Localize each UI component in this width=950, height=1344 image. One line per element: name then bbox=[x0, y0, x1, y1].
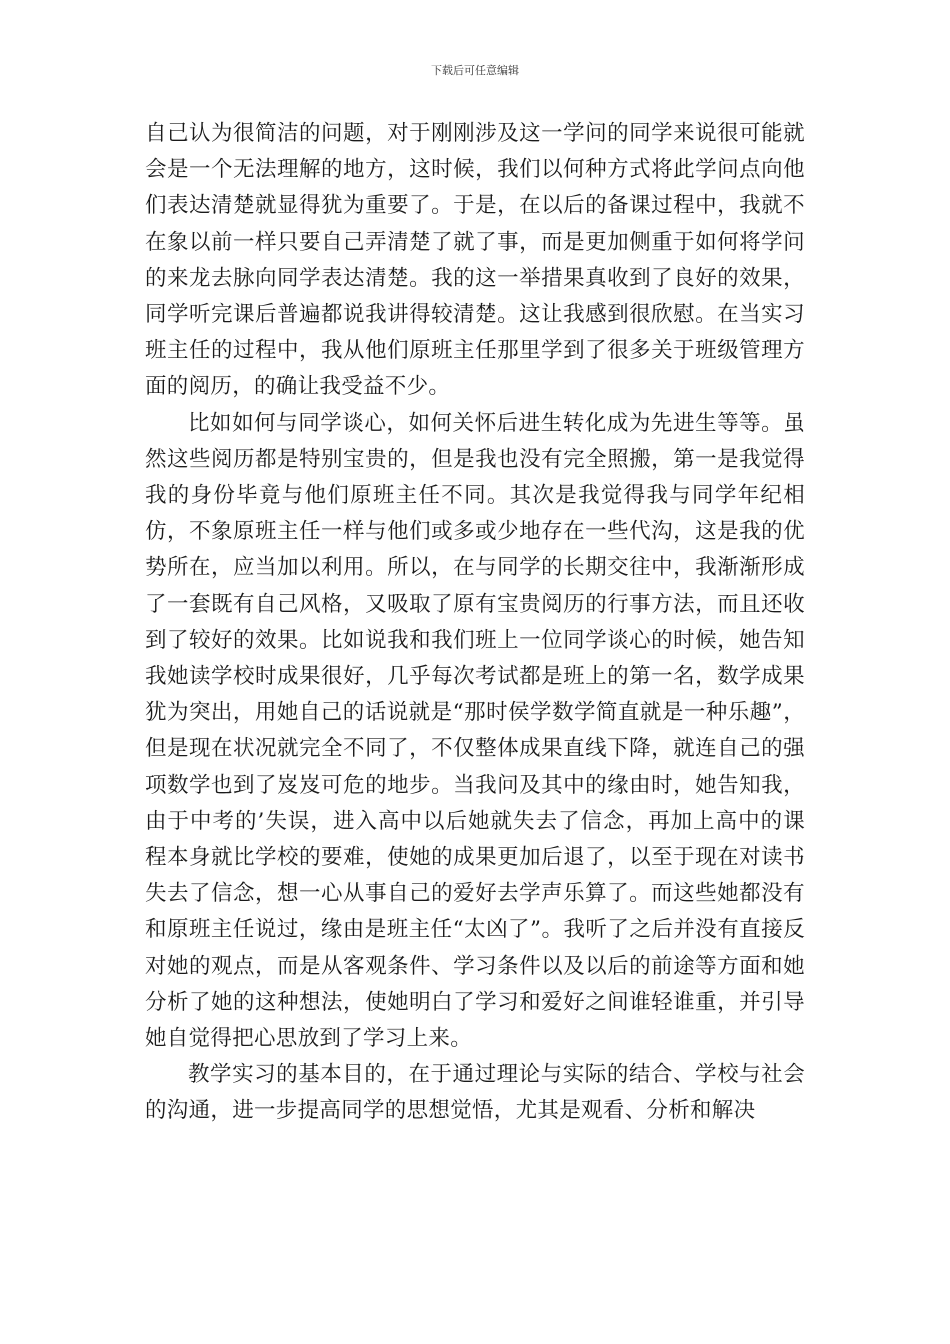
document-body bbox=[145, 116, 805, 1130]
paragraph-internship-purpose: 教学实习的基本目的，在于通过理论与实际的结合、学校与社会的沟通，进一步提高同学的思想觉悟，尤其是观看、分析和解决 bbox=[145, 1062, 805, 1124]
paragraph-class-teacher-experience: 比如如何与同学谈心，如何关怀后进生转化成为先进生等等。虽然这些阅历都是特别宝贵的，但是我也没有完全照搬，第一是我觉得我的身份毕竟与他们原班主任不同。其次是我觉得我与同学年纪相仿，不象原班主任一样与他们或多或少地存在一些代沟，这是我的优势所在，应当加以利用。所以，在与同学的长期交往中，我渐渐形成了一套既有自己风格，又吸取了原有宝贵阅历的行事方法，而且还收到了较好的效果。比如说我和我们班上一位同学谈心的时候，她告知我她读学校时成果很好，几乎每次考试都是班上的第一名，数学成果犹为突出，用她自己的话说就是“那时侯学数学简直就是一种乐趣”，但是现在状况就完全不同了，不仅整体成果直线下降，就连自己的强项数学也到了岌岌可危的地步。当我问及其中的缘由时，她告知我，由于中考的’失误，进入高中以后她就失去了信念，再加上高中的课程本身就比学校的要难，使她的成果更加后退了，以至于现在对读书失去了信念，想一心从事自己的爱好去学声乐算了。而这些她都没有和原班主任说过，缘由是班主任“太凶了”。我听了之后并没有直接反对她的观点，而是从客观条件、学习条件以及以后的前途等方面和她分析了她的这种想法，使她明白了学习和爱好之间谁轻谁重，并引导她自觉得把心思放到了学习上来。 bbox=[145, 410, 805, 1052]
page-header: 下载后可任意编辑 bbox=[431, 64, 519, 77]
paragraph-continued: 自己认为很简洁的问题，对于刚刚涉及这一学问的同学来说很可能就会是一个无法理解的地方，这时候，我们以何种方式将此学问点向他们表达清楚就显得犹为重要了。于是，在以后的备课过程中，我就不在象以前一样只要自己弄清楚了就了事，而是更加侧重于如何将学问的来龙去脉向同学表达清楚。我的这一举措果真收到了良好的效果，同学听完课后普遍都说我讲得较清楚。这让我感到很欣慰。在当实习班主任的过程中，我从他们原班主任那里学到了很多关于班级管理方面的阅历，的确让我受益不少。 bbox=[145, 121, 805, 400]
